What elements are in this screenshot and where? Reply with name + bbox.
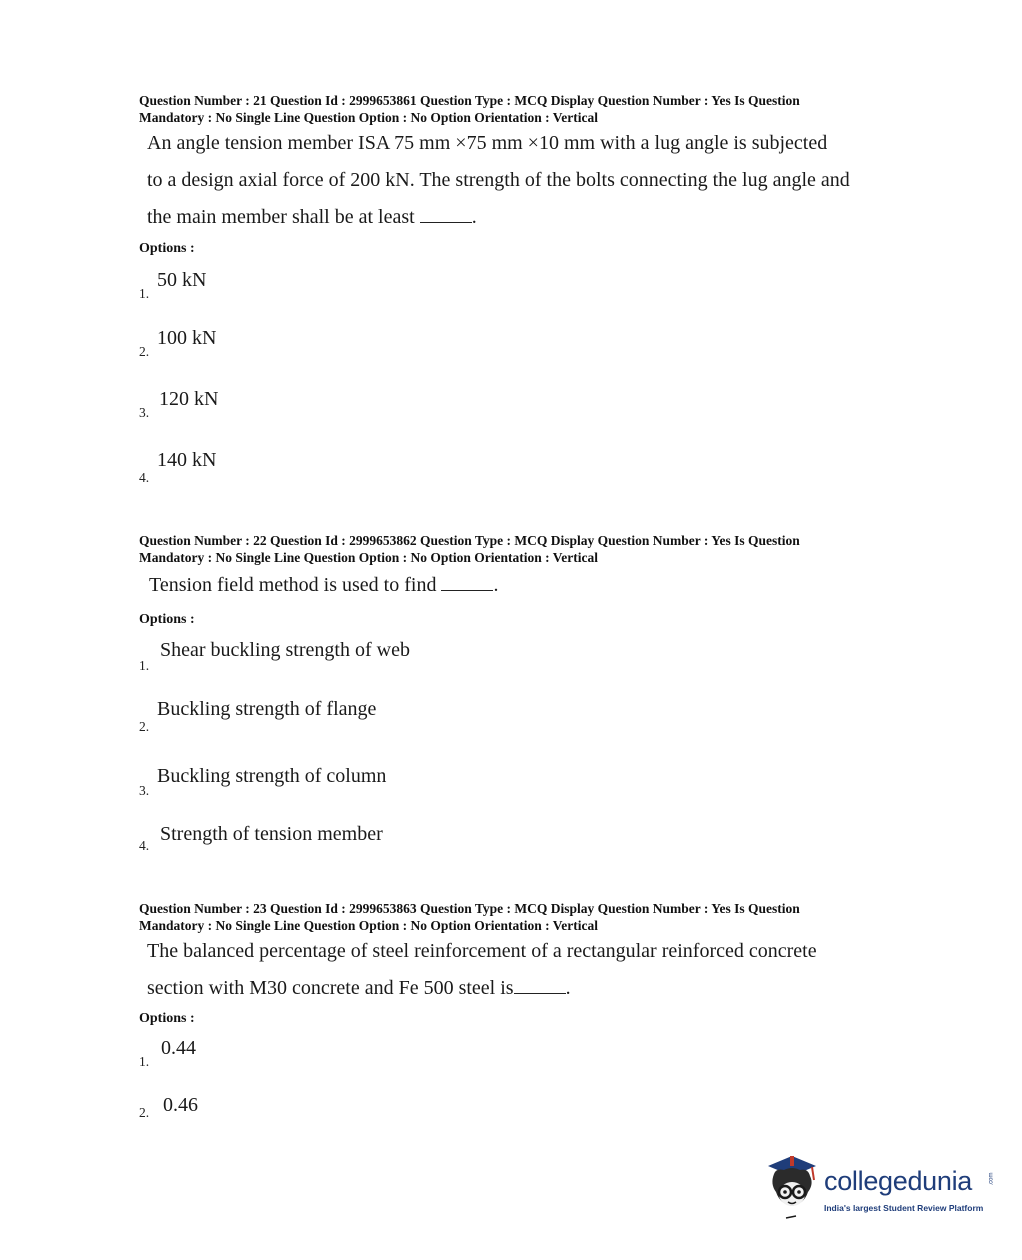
question-21-stem-line3: the main member shall be at least [147,206,415,228]
question-22-stem-end: . [493,574,499,596]
question-21-meta-line1: Question Number : 21 Question Id : 2999653861 Question Type : MCQ Display Question Number : Yes Is Question [139,93,800,108]
question-21-stem-line1: An angle tension member ISA 75 mm ×75 mm ×10 mm with a lug angle is subjected [147,132,828,154]
question-21-stem-end: . [471,206,477,228]
question-22-stem-line1-wrap [149,567,889,604]
question-22-options-label: Options : [139,612,195,627]
question-21-stem-line2: to a design axial force of 200 kN. The strength of the bolts connecting the lug angle and [147,169,850,191]
question-22-meta-line1: Question Number : 22 Question Id : 2999653862 Question Type : MCQ Display Question Number : Yes Is Question [139,533,800,548]
question-23-option-2-text: 0.46 [163,1094,198,1116]
question-22-option-4-text: Strength of tension member [160,823,383,845]
question-21-stem-line3-wrap [147,199,887,236]
answer-blank [420,208,472,223]
question-23-options-label: Options : [139,1011,195,1026]
question-21-option-1-number: 1. [139,286,150,301]
question-21-option-2-number: 2. [139,344,150,359]
question-21-option-4-text: 140 kN [157,449,217,471]
question-21-option-1-text: 50 kN [157,269,207,291]
question-23-option-1-text: 0.44 [161,1037,196,1059]
question-21-stem [147,125,887,236]
question-22-option-2-number: 2. [139,719,150,734]
question-21-metadata [139,93,899,126]
answer-blank [441,576,493,591]
question-22-stem-line1: Tension field method is used to find [149,574,437,596]
question-23-stem-end: . [565,977,571,999]
question-23-stem-line1: The balanced percentage of steel reinforcement of a rectangular reinforced concrete [147,940,817,962]
question-21-option-3-text: 120 kN [159,388,219,410]
brand-tagline: India's largest Student Review Platform [824,1203,984,1213]
question-22-option-3-number: 3. [139,783,150,798]
question-22-option-1-number: 1. [139,658,150,673]
question-21-meta-line2: Mandatory : No Single Line Question Option : No Option Orientation : Vertical [139,109,599,125]
question-23-option-2-number: 2. [139,1105,150,1120]
question-21-option-3-number: 3. [139,405,150,420]
question-21-options-label: Options : [139,241,195,256]
question-22-metadata [139,533,899,566]
answer-blank [514,979,566,994]
question-23-meta-line1: Question Number : 23 Question Id : 2999653863 Question Type : MCQ Display Question Number : Yes Is Question [139,901,800,916]
question-23-metadata [139,901,899,934]
question-23-stem [147,933,887,1007]
collegedunia-logo [762,1152,994,1224]
question-22-option-1-text: Shear buckling strength of web [160,639,410,661]
mascot-icon [762,1152,822,1224]
question-22-option-2-text: Buckling strength of flange [157,698,377,720]
question-22-option-3-text: Buckling strength of column [157,765,387,787]
question-22-stem [149,567,889,604]
question-22-option-4-number: 4. [139,838,150,853]
brand-suffix: .com [988,1172,995,1186]
question-23-meta-line2: Mandatory : No Single Line Question Option : No Option Orientation : Vertical [139,917,599,933]
question-21-option-2-text: 100 kN [157,327,217,349]
question-22-meta-line2: Mandatory : No Single Line Question Option : No Option Orientation : Vertical [139,549,599,565]
question-21-option-4-number: 4. [139,470,150,485]
question-23-stem-line2: section with M30 concrete and Fe 500 steel is [147,977,514,999]
question-23-option-1-number: 1. [139,1054,150,1069]
question-23-stem-line2-wrap [147,970,887,1007]
brand-name: collegedunia [824,1166,973,1196]
